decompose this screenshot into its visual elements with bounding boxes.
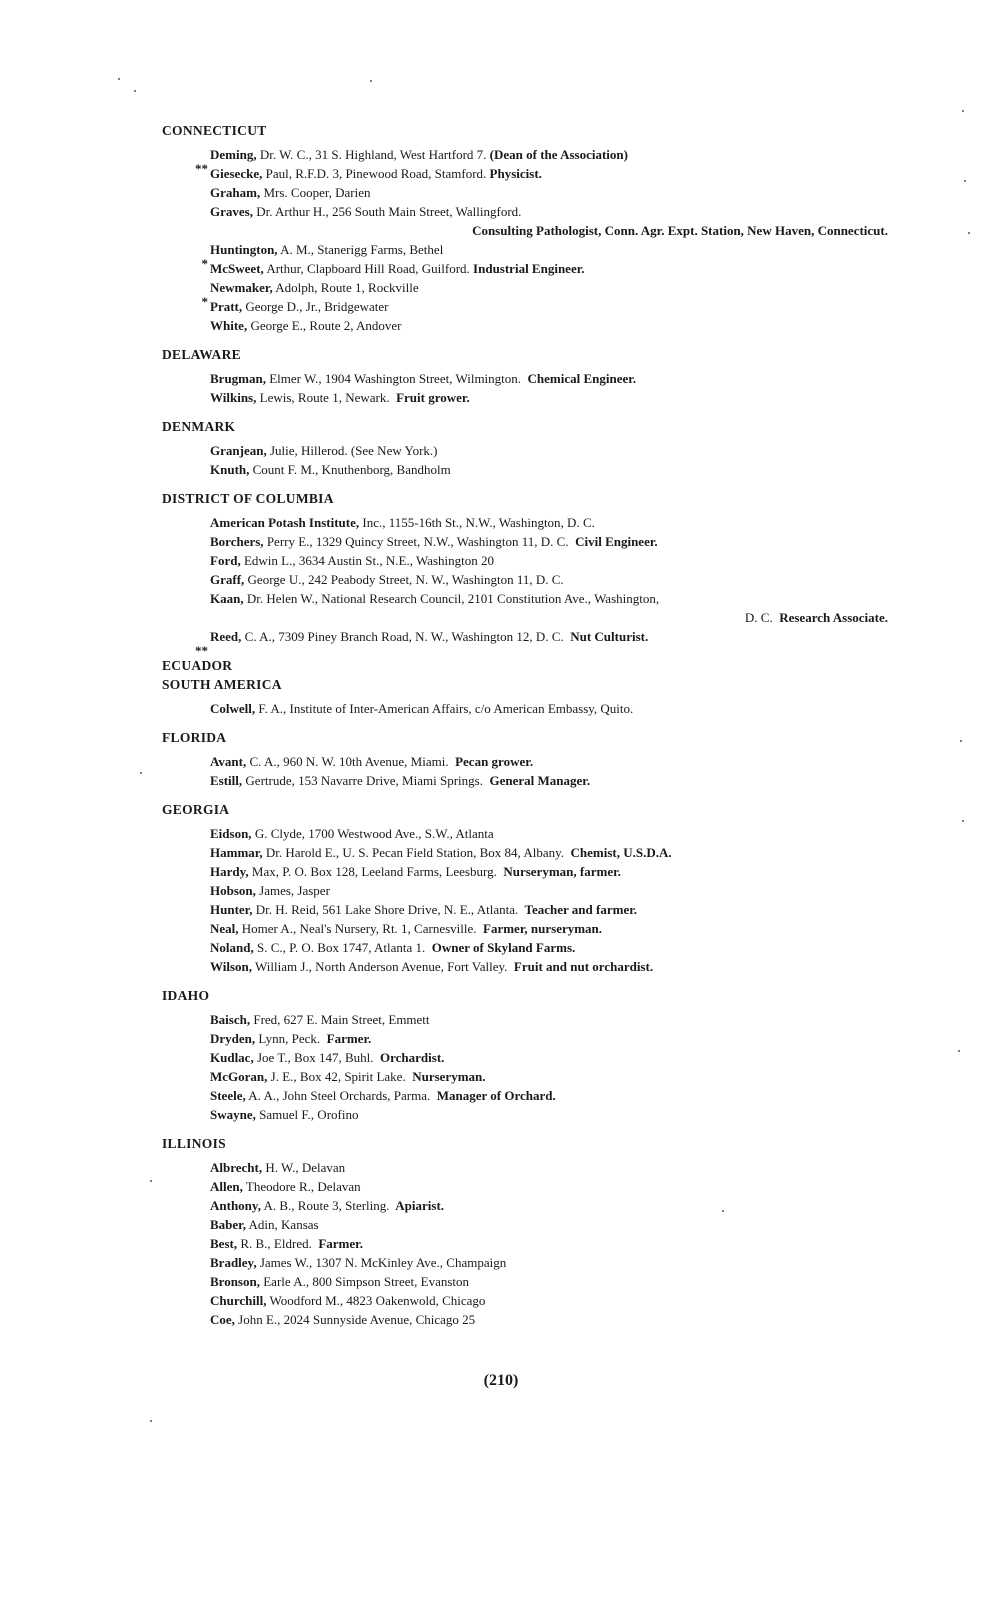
- member-entry: [162, 1048, 888, 1067]
- member-occupation: Industrial Engineer.: [469, 261, 585, 276]
- member-address: Julie, Hillerod. (See New York.): [266, 443, 438, 458]
- member-address: Samuel F., Orofino: [255, 1107, 359, 1122]
- member-name: Knuth,: [210, 462, 250, 477]
- member-occupation: Farmer, nurseryman.: [476, 921, 603, 936]
- member-address: G. Clyde, 1700 Westwood Ave., S.W., Atlanta: [251, 826, 494, 841]
- member-entry: [162, 183, 888, 202]
- member-address: D. C.: [744, 610, 773, 625]
- member-address: George E., Route 2, Andover: [247, 318, 402, 333]
- member-entry: [162, 1310, 888, 1329]
- member-entry: [162, 1272, 888, 1291]
- section-heading: DELAWARE: [162, 347, 241, 362]
- member-name: Deming,: [210, 147, 257, 162]
- member-occupation: Research Associate.: [772, 610, 888, 625]
- member-entry: [162, 881, 888, 900]
- member-entry: [162, 388, 888, 407]
- member-entry: [162, 551, 888, 570]
- scan-speck: [118, 78, 120, 80]
- member-entry: [162, 441, 888, 460]
- member-address: Count F. M., Knuthenborg, Bandholm: [249, 462, 451, 477]
- member-entry: [162, 1029, 888, 1048]
- state-section: [162, 656, 888, 718]
- member-name: Wilkins,: [210, 390, 257, 405]
- member-address: S. C., P. O. Box 1747, Atlanta 1.: [253, 940, 426, 955]
- member-occupation: Apiarist.: [389, 1198, 445, 1213]
- member-name: White,: [210, 318, 248, 333]
- membership-marker-text: *: [201, 256, 208, 271]
- member-entry: [162, 513, 888, 532]
- member-name: Giesecke,: [210, 166, 263, 181]
- member-address: Arthur, Clapboard Hill Road, Guilford.: [263, 261, 470, 276]
- member-occupation: Chemical Engineer.: [521, 371, 637, 386]
- member-name: Anthony,: [210, 1198, 261, 1213]
- member-entry: [162, 202, 888, 221]
- member-entry: [162, 532, 888, 551]
- member-name: Hammar,: [210, 845, 263, 860]
- member-occupation: Manager of Orchard.: [430, 1088, 556, 1103]
- member-entry: [162, 460, 888, 479]
- member-address: Dr. Harold E., U. S. Pecan Field Station, Box 84, Albany.: [262, 845, 564, 860]
- member-directory: [162, 121, 888, 1339]
- member-occupation: Consulting Pathologist, Conn. Agr. Expt. Station, New Haven, Connecticut.: [472, 223, 888, 238]
- member-address: Theodore R., Delavan: [242, 1179, 361, 1194]
- scan-speck: [958, 1050, 960, 1052]
- member-address: C. A., 7309 Piney Branch Road, N. W., Washington 12, D. C.: [241, 629, 564, 644]
- member-address: Edwin L., 3634 Austin St., N.E., Washington 20: [240, 553, 495, 568]
- member-name: Avant,: [210, 754, 247, 769]
- member-address: John E., 2024 Sunnyside Avenue, Chicago 25: [234, 1312, 476, 1327]
- scan-speck: [134, 90, 136, 92]
- member-entry: [162, 259, 888, 278]
- member-name: Wilson,: [210, 959, 253, 974]
- member-entry: [162, 589, 888, 608]
- scan-speck: [968, 232, 970, 234]
- member-entry: [162, 608, 888, 627]
- scan-speck: [150, 1180, 152, 1182]
- member-name: Pratt,: [210, 299, 243, 314]
- member-entry: [162, 862, 888, 881]
- member-name: Granjean,: [210, 443, 267, 458]
- member-occupation: Civil Engineer.: [568, 534, 658, 549]
- member-address: Joe T., Box 147, Buhl.: [253, 1050, 374, 1065]
- scan-speck: [964, 180, 966, 182]
- member-occupation: General Manager.: [482, 773, 591, 788]
- page-number: (210): [483, 1372, 519, 1389]
- member-name: Huntington,: [210, 242, 278, 257]
- member-address: A. M., Stanerigg Farms, Bethel: [277, 242, 444, 257]
- state-section: [162, 121, 888, 335]
- membership-marker-text: *: [201, 294, 208, 309]
- member-entry: [162, 1086, 888, 1105]
- member-address: George D., Jr., Bridgewater: [242, 299, 389, 314]
- member-address: A. B., Route 3, Sterling.: [260, 1198, 390, 1213]
- member-address: Dr. W. C., 31 S. Highland, West Hartford 7.: [256, 147, 487, 162]
- member-address: James, Jasper: [255, 883, 330, 898]
- section-heading: CONNECTICUT: [162, 123, 267, 138]
- member-name: Noland,: [210, 940, 254, 955]
- member-name: Allen,: [210, 1179, 243, 1194]
- member-address: Elmer W., 1904 Washington Street, Wilmington.: [265, 371, 522, 386]
- member-name: Estill,: [210, 773, 243, 788]
- member-address: Woodford M., 4823 Oakenwold, Chicago: [266, 1293, 486, 1308]
- member-address: Dr. Arthur H., 256 South Main Street, Wallingford.: [252, 204, 522, 219]
- member-address: Inc., 1155-16th St., N.W., Washington, D. C.: [359, 515, 595, 530]
- member-name: Brugman,: [210, 371, 266, 386]
- member-name: McSweet,: [210, 261, 264, 276]
- member-occupation: Nurseryman.: [405, 1069, 486, 1084]
- member-address: Lynn, Peck.: [255, 1031, 321, 1046]
- state-section: [162, 345, 888, 407]
- state-section: [162, 417, 888, 479]
- member-entry: [162, 369, 888, 388]
- member-entry: [162, 752, 888, 771]
- member-name: Baber,: [210, 1217, 246, 1232]
- member-name: Bradley,: [210, 1255, 257, 1270]
- member-entry: [162, 221, 888, 240]
- member-name: Eidson,: [210, 826, 252, 841]
- member-entry: [162, 627, 888, 658]
- member-entry: [162, 919, 888, 938]
- member-entry: [162, 1105, 888, 1124]
- member-entry: [162, 164, 888, 183]
- state-section: [162, 986, 888, 1124]
- member-address: A. A., John Steel Orchards, Parma.: [245, 1088, 431, 1103]
- member-occupation: Farmer.: [320, 1031, 372, 1046]
- member-address: Dr. Helen W., National Research Council, 2101 Constitution Ave., Washington,: [243, 591, 660, 606]
- member-name: Colwell,: [210, 701, 256, 716]
- scan-speck: [960, 740, 962, 742]
- member-entry: [162, 1177, 888, 1196]
- member-name: Graff,: [210, 572, 245, 587]
- member-name: Kudlac,: [210, 1050, 254, 1065]
- member-occupation: Nut Culturist.: [563, 629, 649, 644]
- member-occupation: Pecan grower.: [448, 754, 534, 769]
- member-address: James W., 1307 N. McKinley Ave., Champaign: [256, 1255, 507, 1270]
- member-address: Adolph, Route 1, Rockville: [272, 280, 419, 295]
- member-occupation: Teacher and farmer.: [518, 902, 638, 917]
- member-occupation: Farmer.: [311, 1236, 363, 1251]
- scan-speck: [722, 1210, 724, 1212]
- member-entry: [162, 570, 888, 589]
- section-heading: ECUADOR: [162, 658, 233, 673]
- member-name: American Potash Institute,: [210, 515, 360, 530]
- member-name: Baisch,: [210, 1012, 251, 1027]
- member-entry: [162, 900, 888, 919]
- member-name: Ford,: [210, 553, 241, 568]
- member-address: George U., 242 Peabody Street, N. W., Washington 11, D. C.: [244, 572, 564, 587]
- section-heading: FLORIDA: [162, 730, 227, 745]
- member-entry: [162, 1158, 888, 1177]
- member-occupation: Physicist.: [486, 166, 542, 181]
- member-address: Lewis, Route 1, Newark.: [256, 390, 390, 405]
- member-name: Churchill,: [210, 1293, 267, 1308]
- state-section: [162, 728, 888, 790]
- member-name: Swayne,: [210, 1107, 256, 1122]
- member-name: McGoran,: [210, 1069, 268, 1084]
- section-heading: SOUTH AMERICA: [162, 677, 282, 692]
- section-heading: GEORGIA: [162, 802, 230, 817]
- member-occupation: (Dean of the Association): [486, 147, 628, 162]
- scan-speck: [150, 1420, 152, 1422]
- member-name: Neal,: [210, 921, 239, 936]
- member-occupation: Chemist, U.S.D.A.: [564, 845, 672, 860]
- member-entry: [162, 1291, 888, 1310]
- state-section: [162, 1134, 888, 1329]
- member-entry: [162, 1067, 888, 1086]
- member-entry: [162, 699, 888, 718]
- member-name: Borchers,: [210, 534, 264, 549]
- section-heading: ILLINOIS: [162, 1136, 226, 1151]
- member-name: Hobson,: [210, 883, 256, 898]
- membership-marker-text: **: [195, 643, 208, 658]
- member-entry: [162, 1010, 888, 1029]
- scan-speck: [962, 820, 964, 822]
- member-entry: [162, 1196, 888, 1215]
- member-entry: [162, 297, 888, 316]
- member-address: R. B., Eldred.: [237, 1236, 312, 1251]
- member-address: J. E., Box 42, Spirit Lake.: [267, 1069, 406, 1084]
- member-entry: [162, 938, 888, 957]
- member-address: Mrs. Cooper, Darien: [260, 185, 371, 200]
- member-name: Reed,: [210, 629, 242, 644]
- member-address: William J., North Anderson Avenue, Fort Valley.: [252, 959, 508, 974]
- member-entry: [162, 957, 888, 976]
- member-address: Perry E., 1329 Quincy Street, N.W., Washington 11, D. C.: [263, 534, 569, 549]
- member-address: Earle A., 800 Simpson Street, Evanston: [259, 1274, 470, 1289]
- member-address: F. A., Institute of Inter-American Affairs, c/o American Embassy, Quito.: [255, 701, 634, 716]
- member-address: Paul, R.F.D. 3, Pinewood Road, Stamford.: [262, 166, 487, 181]
- member-address: H. W., Delavan: [262, 1160, 346, 1175]
- member-entry: [162, 1234, 888, 1253]
- member-occupation: Owner of Skyland Farms.: [425, 940, 576, 955]
- scan-speck: [962, 110, 964, 112]
- member-occupation: Orchardist.: [373, 1050, 445, 1065]
- member-name: Steele,: [210, 1088, 246, 1103]
- section-heading: IDAHO: [162, 988, 210, 1003]
- member-address: Adin, Kansas: [246, 1217, 319, 1232]
- scan-speck: [140, 772, 142, 774]
- member-name: Coe,: [210, 1312, 235, 1327]
- section-heading: DISTRICT OF COLUMBIA: [162, 491, 334, 506]
- member-address: Max, P. O. Box 128, Leeland Farms, Leesburg.: [248, 864, 497, 879]
- member-name: Hunter,: [210, 902, 253, 917]
- member-occupation: Fruit grower.: [389, 390, 470, 405]
- state-section: [162, 489, 888, 658]
- member-entry: [162, 1215, 888, 1234]
- member-address: Homer A., Neal's Nursery, Rt. 1, Carnesville.: [238, 921, 477, 936]
- member-name: Dryden,: [210, 1031, 256, 1046]
- section-heading: DENMARK: [162, 419, 236, 434]
- member-entry: [162, 1253, 888, 1272]
- membership-marker-text: **: [195, 161, 208, 176]
- member-name: Hardy,: [210, 864, 249, 879]
- member-entry: [162, 771, 888, 790]
- member-name: Bronson,: [210, 1274, 260, 1289]
- scan-speck: [370, 80, 372, 82]
- member-address: Dr. H. Reid, 561 Lake Shore Drive, N. E., Atlanta.: [252, 902, 519, 917]
- member-address: Fred, 627 E. Main Street, Emmett: [250, 1012, 430, 1027]
- member-name: Graham,: [210, 185, 261, 200]
- member-occupation: Fruit and nut orchardist.: [507, 959, 654, 974]
- member-name: Best,: [210, 1236, 238, 1251]
- member-entry: [162, 316, 888, 335]
- member-name: Newmaker,: [210, 280, 273, 295]
- member-name: Kaan,: [210, 591, 244, 606]
- member-name: Albrecht,: [210, 1160, 263, 1175]
- state-section: [162, 800, 888, 976]
- member-address: Gertrude, 153 Navarre Drive, Miami Springs.: [242, 773, 483, 788]
- member-entry: [162, 843, 888, 862]
- member-name: Graves,: [210, 204, 253, 219]
- member-address: C. A., 960 N. W. 10th Avenue, Miami.: [246, 754, 449, 769]
- member-occupation: Nurseryman, farmer.: [496, 864, 621, 879]
- member-entry: [162, 824, 888, 843]
